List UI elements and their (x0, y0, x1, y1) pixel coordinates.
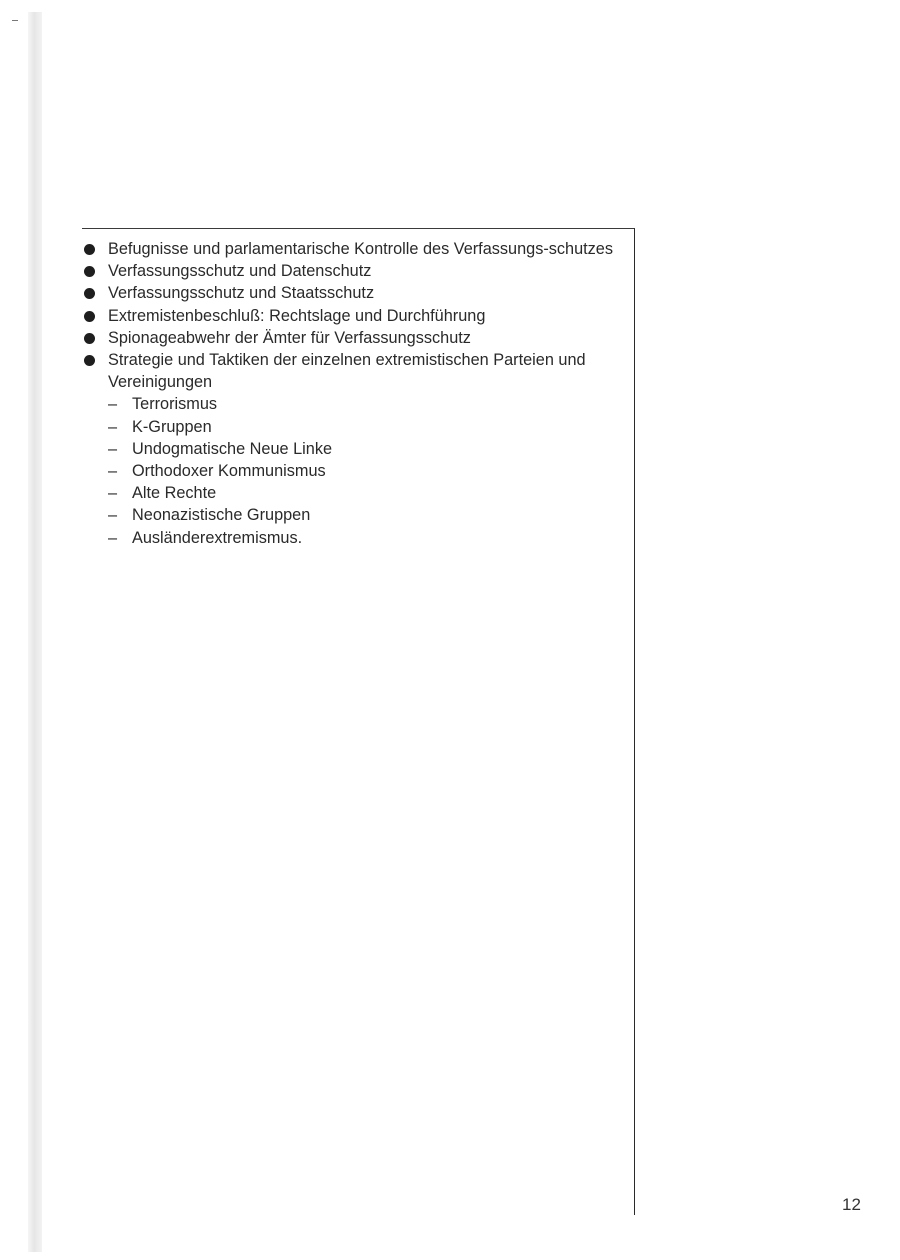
dash-icon: – (108, 506, 118, 525)
topic-list (82, 238, 627, 549)
page-number: 12 (842, 1195, 861, 1214)
bullet-icon (84, 355, 95, 366)
list-item-text: Spionageabwehr der Ämter für Verfassungsschutz (108, 328, 471, 347)
sub-list-item-text: Orthodoxer Kommunismus (132, 462, 326, 481)
dash-icon: – (108, 395, 118, 414)
sub-list-item (108, 460, 627, 482)
dash-icon: – (108, 462, 118, 481)
dash-icon: – (108, 528, 118, 547)
sub-list-item-text: Terrorismus (132, 395, 218, 414)
page-edge-shadow (28, 12, 42, 1252)
list-item (82, 349, 627, 549)
sub-list-item-text: K-Gruppen (132, 417, 212, 436)
sub-list-item-text: Ausländerextremismus. (132, 528, 303, 547)
bullet-icon (84, 311, 95, 322)
sub-list-item-text: Neonazistische Gruppen (132, 506, 311, 525)
list-item-text: Strategie und Taktiken der einzelnen extremistischen Parteien und Vereinigungen (108, 351, 586, 392)
list-item-text: Befugnisse und parlamentarische Kontrolle des Verfassungs-schutzes (108, 240, 614, 258)
sub-list-item (108, 416, 627, 438)
scan-mark (12, 20, 18, 21)
list-item (82, 260, 627, 282)
list-item (82, 327, 627, 349)
sub-list-item (108, 527, 627, 549)
dash-icon: – (108, 417, 118, 436)
bullet-icon (84, 288, 95, 299)
list-item (82, 305, 627, 327)
list-item (82, 282, 627, 304)
bullet-icon (84, 266, 95, 277)
list-item-text: Verfassungsschutz und Staatsschutz (108, 284, 375, 303)
list-item-text: Verfassungsschutz und Datenschutz (108, 262, 372, 281)
bullet-icon (84, 333, 95, 344)
list-item-text: Extremistenbeschluß: Rechtslage und Durchführung (108, 306, 486, 325)
bullet-icon (84, 244, 95, 255)
sub-list-item (108, 504, 627, 526)
dash-icon: – (108, 484, 118, 503)
list-item (82, 238, 627, 260)
sub-topic-list (108, 393, 627, 548)
sub-list-item (108, 482, 627, 504)
sub-list-item (108, 393, 627, 415)
dash-icon: – (108, 439, 118, 458)
sub-list-item (108, 438, 627, 460)
sub-list-item-text: Undogmatische Neue Linke (132, 439, 333, 458)
sub-list-item-text: Alte Rechte (132, 484, 217, 503)
